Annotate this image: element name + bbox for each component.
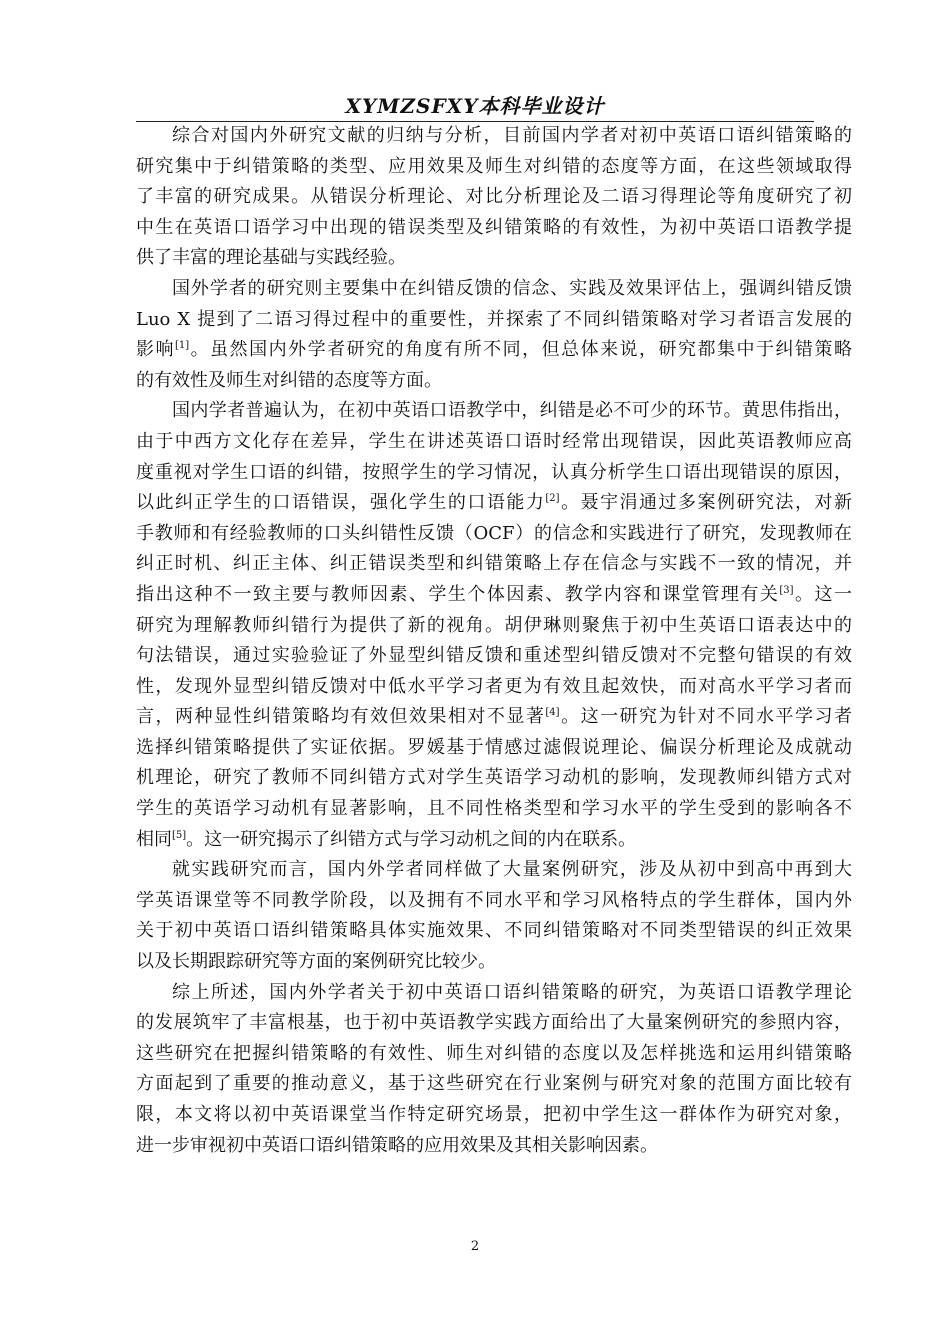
paragraph-line: 机理论，研究了教师不同纠错方式对学生英语学习动机的影响，发现教师纠错方式对	[136, 767, 852, 789]
citation-marker[interactable]: [3]	[779, 584, 794, 596]
paragraph-line: 研究为理解教师纠错行为提供了新的视角。胡伊琳则聚焦于初中生英语口语表达中的	[136, 614, 852, 636]
paragraph-line: 关于初中英语口语纠错策略具体实施效果、不同纠错策略对不同类型错误的纠正效果	[136, 920, 852, 942]
paragraph-line: 综合对国内外研究文献的归纳与分析，目前国内学者对初中英语口语纠错策略的	[172, 125, 852, 146]
citation-marker[interactable]: [1]	[175, 340, 190, 352]
citation-marker[interactable]: [5]	[172, 829, 187, 841]
paragraph-line: 学英语课堂等不同教学阶段，以及拥有不同水平和学习风格特点的学生群体，国内外	[136, 889, 852, 911]
line-segment: 指出这种不一致主要与教师因素、学生个体因素、教学内容和课堂管理有关	[136, 583, 780, 605]
line-segment: 。这一研究为针对不同水平学习者	[559, 706, 853, 728]
paragraph-line-with-citation	[136, 580, 852, 611]
paragraph-line: 国内学者普遍认为，在初中英语口语教学中，纠错是必不可少的环节。黄思伟指出，	[172, 400, 852, 422]
paragraph-line: 了丰富的研究成果。从错误分析理论、对比分析理论及二语习得理论等角度研究了初	[136, 186, 852, 208]
line-segment: 。虽然国内外学者研究的角度有所不同，但总体来说，研究都集中于纠错策略	[189, 339, 853, 361]
paragraph-line: 纠正时机、纠正主体、纠正错误类型和纠错策略上存在信念与实践不一致的情况，并	[136, 553, 852, 575]
line-segment: 影响	[136, 339, 175, 361]
paragraph-4	[136, 855, 852, 977]
paragraph-line: 选择纠错策略提供了实证依据。罗媛基于情感过滤假说理论、偏误分析理论及成就动	[136, 736, 852, 758]
paragraph-line: 的有效性及师生对纠错的态度等方面。	[136, 369, 442, 391]
paragraph-line: 方面起到了重要的推动意义，基于这些研究在行业案例与研究对象的范围方面比较有	[136, 1073, 852, 1095]
paragraph-line: 国外学者的研究则主要集中在纠错反馈的信念、实践及效果评估上，强调纠错反馈	[172, 277, 852, 299]
page-header-title: XYMZSFXY本科毕业设计	[345, 94, 605, 118]
paragraph-line: 句法错误，通过实验验证了外显型纠错反馈和重述型纠错反馈对不完整句错误的有效	[136, 645, 852, 667]
paragraph-line-with-citation	[136, 825, 852, 856]
citation-marker[interactable]: [4]	[545, 707, 560, 719]
paragraph-line: 就实践研究而言，国内外学者同样做了大量案例研究，涉及从初中到高中再到大	[172, 859, 852, 881]
line-segment: 。这一	[793, 583, 853, 605]
paragraph-line-with-citation	[136, 488, 852, 519]
paragraph-line: 供了丰富的理论基础与实践经验。	[136, 247, 406, 269]
paragraph-line: 学生的英语学习动机有显著影响，且不同性格类型和学习水平的学生受到的影响各不	[136, 798, 852, 820]
paragraph-5	[136, 978, 852, 1162]
paragraph-1	[136, 121, 852, 274]
paragraph-line-with-citation	[136, 335, 852, 366]
paragraph-3	[136, 396, 852, 855]
paragraph-line: 研究集中于纠错策略的类型、应用效果及师生对纠错的态度等方面，在这些领域取得	[136, 155, 852, 177]
paragraph-line: 以及长期跟踪研究等方面的案例研究比较少。	[136, 951, 496, 973]
paragraph-line-with-citation	[136, 702, 852, 733]
paragraph-line: 进一步审视初中英语口语纠错策略的应用效果及其相关影响因素。	[136, 1134, 658, 1156]
line-segment: 言，两种显性纠错策略均有效但效果相对不显著	[136, 706, 546, 728]
paragraph-line: 度重视对学生口语的纠错，按照学生的学习情况，认真分析学生口语出现错误的原因，	[136, 461, 852, 483]
page-number: 2	[470, 1239, 480, 1254]
line-segment: 。这一研究揭示了纠错方式与学习动机之间的内在联系。	[186, 828, 637, 850]
paragraph-line: 手教师和有经验教师的口头纠错性反馈（OCF）的信念和实践进行了研究，发现教师在	[136, 522, 852, 544]
paragraph-2	[136, 274, 852, 396]
line-segment: 以此纠正学生的口语错误，强化学生的口语能力	[136, 492, 546, 514]
paragraph-line: 性，发现外显型纠错反馈对中低水平学习者更为有效且起效快，而对高水平学习者而	[136, 675, 852, 697]
line-segment: 。聂宇涓通过多案例研究法，对新	[559, 492, 853, 514]
line-segment: 相同	[136, 828, 172, 850]
paragraph-line: 由于中西方文化存在差异，学生在讲述英语口语时经常出现错误，因此英语教师应高	[136, 430, 852, 452]
citation-marker[interactable]: [2]	[545, 493, 560, 505]
body-text	[136, 121, 852, 1161]
paragraph-line: 综上所述，国内外学者关于初中英语口语纠错策略的研究，为英语口语教学理论	[172, 981, 852, 1003]
paragraph-line: 中生在英语口语学习中出现的错误类型及纠错策略的有效性，为初中英语口语教学提	[136, 216, 852, 238]
paragraph-line: 这些研究在把握纠错策略的有效性、师生对纠错的态度以及怎样挑选和运用纠错策略	[136, 1042, 852, 1064]
paragraph-line: Luo X 提到了二语习得过程中的重要性，并探索了不同纠错策略对学习者语言发展的	[136, 308, 852, 330]
paragraph-line: 限，本文将以初中英语课堂当作特定研究场景，把初中学生这一群体作为研究对象，	[136, 1104, 852, 1125]
paragraph-line: 的发展筑牢了丰富根基，也于初中英语教学实践方面给出了大量案例研究的参照内容，	[136, 1012, 852, 1034]
